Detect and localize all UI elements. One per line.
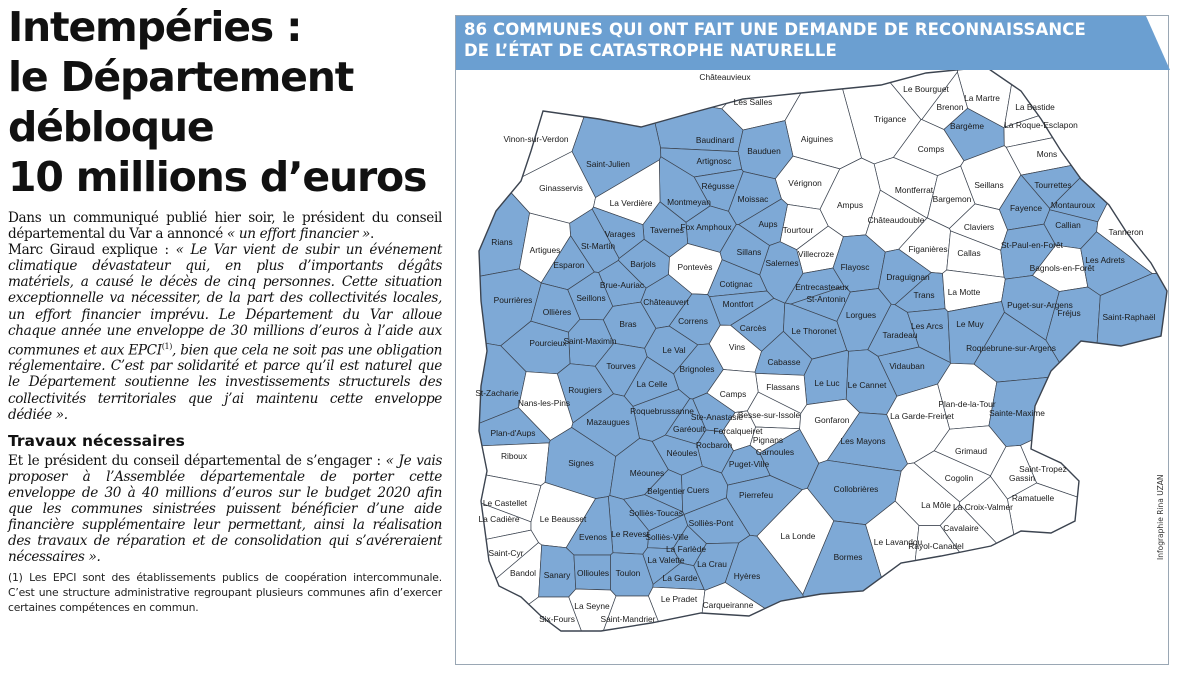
commune-label: Ginasservis: [539, 183, 583, 193]
commune-area: [1004, 61, 1170, 127]
commune-label: Trans: [913, 290, 935, 300]
commune-label: Carcès: [739, 323, 767, 333]
commune-label: Lorgues: [845, 310, 877, 320]
commune-label: Trigance: [873, 114, 907, 124]
commune-label: Le Val: [662, 345, 686, 355]
commune-label: Montauroux: [1050, 200, 1096, 210]
commune-label: Plan-d'Aups: [490, 428, 536, 438]
commune-label: Saint-Mandrier: [600, 614, 656, 624]
commune-label: Sainte-Maxime: [989, 408, 1045, 418]
commune-label: Ste-Anastasie: [690, 412, 744, 422]
commune-label: Saint-Tropez: [1019, 464, 1067, 474]
commune-label: Tavernes: [650, 225, 684, 235]
commune-label: Brenon: [936, 102, 964, 112]
commune-label: Tourves: [606, 361, 636, 371]
commune-label: St-Martin: [581, 241, 615, 251]
commune-label: Bandol: [509, 568, 537, 578]
headline-line: le Département: [8, 53, 354, 101]
commune-label: Entrecasteaux: [795, 282, 849, 292]
intro-end: .: [370, 226, 375, 243]
commune-area: [1007, 483, 1170, 641]
commune-label: Solliès-Pont: [688, 518, 734, 528]
commune-label: Rayol-Canadel: [908, 541, 964, 551]
commune-label: Châteauvieux: [699, 72, 751, 82]
commune-label: Châteauvert: [643, 297, 689, 307]
commune-label: Claviers: [963, 222, 995, 232]
commune-label: Bauduen: [747, 146, 781, 156]
infographic-credit: Infographie Rina UZAN: [1156, 474, 1165, 560]
commune-label: Le Cannet: [847, 380, 887, 390]
commune-label: Roquebrussanne: [630, 406, 694, 416]
commune-label: Ollières: [542, 307, 572, 317]
commune-label: Cabasse: [767, 357, 801, 367]
commune-label: Solliès-Toucas: [629, 508, 683, 518]
commune-label: La Garde-Freinet: [890, 411, 954, 421]
commune-label: La Verdière: [609, 198, 653, 208]
commune-label: La Londe: [780, 531, 816, 541]
commune-label: Saint-Cyr: [488, 548, 524, 558]
commune-label: Saint-Maximin: [563, 336, 617, 346]
commune-label: Montferrat: [894, 185, 934, 195]
commune-label: Gonfaron: [814, 415, 850, 425]
commune-label: La Seyne: [574, 601, 610, 611]
commune-label: Callian: [1055, 220, 1081, 230]
commune-label: Vidauban: [889, 361, 925, 371]
commune-label: Roquebrune-sur-Argens: [966, 343, 1056, 353]
quote-paragraph: [8, 242, 442, 423]
commune-label: Bras: [619, 319, 637, 329]
commune-label: Villecroze: [797, 249, 835, 259]
commune-label: Signes: [568, 458, 594, 468]
commune-label: Correns: [678, 316, 708, 326]
commune-label: Pourrières: [493, 295, 533, 305]
commune-label: Brignoles: [679, 364, 715, 374]
commune-label: Fréjus: [1057, 308, 1081, 318]
commune-label: Toulon: [615, 568, 641, 578]
commune-label: Figanières: [908, 244, 948, 254]
commune-label: Les Salles: [733, 97, 773, 107]
commune-label: Aups: [758, 219, 778, 229]
commune-label: Cavalaire: [943, 523, 979, 533]
commune-label: St-Paul-en-Forêt: [1001, 240, 1063, 250]
commune-label: Rians: [491, 237, 513, 247]
subheading: Travaux nécessaires: [8, 431, 185, 450]
commune-label: Hyères: [733, 571, 761, 581]
commune-label: Saint-Raphaël: [1102, 312, 1156, 322]
commune-label: Baudinard: [695, 135, 735, 145]
commune-label: Garéoult: [672, 424, 706, 434]
quote2-lead: Et le président du conseil départemental de s’engager :: [8, 452, 381, 469]
commune-label: Six-Fours: [539, 614, 575, 624]
quote1-lead: Marc Giraud explique :: [8, 242, 169, 259]
commune-label: Les Mayons: [840, 436, 886, 446]
intro-paragraph: [8, 210, 442, 242]
commune-label: La Motte: [947, 287, 981, 297]
map-title-line: DE L’ÉTAT DE CATASTROPHE NATURELLE: [464, 41, 837, 60]
commune-label: Gassin: [1008, 473, 1036, 483]
commune-label: Barjols: [630, 259, 656, 269]
commune-label: Mazaugues: [586, 417, 630, 427]
map-title-line: 86 COMMUNES QUI ONT FAIT UNE DEMANDE DE RECONNAISSANCE: [464, 20, 1086, 39]
commune-label: Esparon: [553, 260, 585, 270]
commune-label: La Roque-Esclapon: [1004, 120, 1078, 130]
map-infographic: [455, 15, 1169, 665]
commune-label: Bargème: [950, 121, 984, 131]
commune-label: Montfort: [722, 299, 754, 309]
quote2-text: « Je vais proposer à l’Assemblée départementale de porter cette enveloppe de 30 à 40 millions d’euros sur le budget 2020 afin que les communes sinistrées puissent bénéficier d’une aide financière supplémentaire leur permettant, ainsi la réalisation des travaux de réparation et de consolidation qui s’avéreraient nécessaires ».: [8, 452, 442, 566]
commune-label: Carqueiranne: [702, 600, 754, 610]
footnote-ref: (1): [161, 341, 173, 351]
commune-label: Tanneron: [1108, 227, 1144, 237]
commune-label: Le Thoronet: [791, 326, 837, 336]
commune-label: Grimaud: [954, 446, 988, 456]
commune-label: Collobrières: [833, 484, 879, 494]
commune-label: Bargemon: [932, 194, 972, 204]
commune-label: Carnoules: [755, 447, 795, 457]
article-body: [8, 210, 442, 423]
commune-label: Ampus: [836, 200, 864, 210]
commune-label: Bormes: [833, 552, 863, 562]
commune-label: La Garde: [662, 573, 698, 583]
commune-label: Pignans: [752, 435, 784, 445]
commune-label: Belgentier: [647, 486, 685, 496]
commune-label: Flayosc: [840, 262, 870, 272]
article: [8, 2, 442, 616]
commune-label: Nans-les-Pins: [517, 398, 571, 408]
commune-label: St-Zacharie: [475, 388, 519, 398]
commune-label: Varages: [604, 229, 636, 239]
intro-quote: « un effort financier »: [226, 226, 371, 243]
commune-label: Seillons: [576, 293, 606, 303]
article-body-2: [8, 453, 442, 566]
commune-label: Artignosc: [696, 156, 732, 166]
commune-label: St-Antonin: [806, 294, 846, 304]
commune-label: Rocbaron: [695, 440, 733, 450]
headline-line: Intempéries :: [8, 3, 302, 51]
headline-line: 10 millions d’euros: [8, 153, 427, 201]
commune-label: Fayence: [1009, 203, 1043, 213]
commune-label: Aiguines: [800, 134, 834, 144]
commune-label: Moissac: [737, 194, 769, 204]
intro-text: Dans un communiqué publié hier soir, le président du conseil départemental du Var a annoncé: [8, 210, 442, 243]
quote1-text: « Le Var vient de subir un événement climatique dévastateur qui, en plus d’importants dégâts matériels, a causé le décès de cinq personnes. Cette situation exceptionnelle va nécessiter, de la part des collectivités locales, un effort financier imprévu. Le Département du Var alloue chaque année une enveloppe de 30 millions d’euros à l’aide aux communes et aux EPCI: [8, 242, 442, 359]
commune-label: Ollioules: [576, 568, 610, 578]
commune-label: La Martre: [964, 93, 1000, 103]
commune-label: Pierrefeu: [739, 490, 773, 500]
commune-label: La Celle: [636, 379, 668, 389]
commune-label: Draguignan: [886, 272, 930, 282]
commune-label: Cogolin: [944, 473, 974, 483]
commune-label: Le Muy: [956, 319, 984, 329]
commune-label: Besse-sur-Issole: [737, 410, 801, 420]
commune-label: Artigues: [529, 245, 561, 255]
commune-label: Fox Amphoux: [680, 222, 732, 232]
headline: [8, 2, 442, 202]
commune-label: Plan-de-la-Tour: [938, 399, 996, 409]
commune-label: Puget-Ville: [728, 459, 770, 469]
footnote: (1) Les EPCI sont des établissements publics de coopération intercommunale. C’est une structure administrative regroupant plusieurs communes afin d’exercer certaines compétences en commun.: [8, 571, 442, 614]
commune-label: Flassans: [766, 382, 800, 392]
commune-label: Sanary: [543, 570, 571, 580]
commune-label: La Croix-Valmer: [953, 502, 1013, 512]
commune-label: Le Beausset: [539, 514, 587, 524]
commune-label: Le Luc: [814, 378, 840, 388]
commune-label: Ramatuelle: [1011, 493, 1055, 503]
commune-label: Taradeau: [882, 330, 918, 340]
commune-label: Mons: [1036, 149, 1058, 159]
commune-area: [785, 61, 862, 169]
commune-label: Châteaudouble: [867, 215, 925, 225]
commune-label: Sillans: [736, 247, 762, 257]
commune-label: La Crau: [697, 559, 727, 569]
quote2-paragraph: [8, 453, 442, 566]
commune-label: Pourcieux: [529, 338, 567, 348]
commune-label: Salernes: [765, 258, 799, 268]
commune-label: Les Adrets: [1085, 255, 1125, 265]
map-title: [464, 19, 1086, 61]
commune-label: Camps: [719, 389, 747, 399]
commune-label: Vérignon: [788, 178, 822, 188]
commune-label: Cotignac: [719, 279, 753, 289]
commune-label: Callas: [957, 248, 981, 258]
commune-label: Les Arcs: [910, 321, 944, 331]
commune-label: Régusse: [701, 181, 735, 191]
commune-label: Le Pradet: [660, 594, 698, 604]
commune-label: Tourtour: [782, 225, 814, 235]
commune-label: Néoules: [666, 448, 698, 458]
commune-label: La Farlède: [665, 544, 707, 554]
commune-label: Le Bourguet: [903, 84, 949, 94]
commune-label: Vinon-sur-Verdon: [503, 134, 569, 144]
commune-label: Brue-Auriac: [599, 280, 645, 290]
commune-label: Evenos: [579, 532, 607, 542]
commune-label: Vins: [728, 342, 746, 352]
var-department-map: [456, 16, 1170, 666]
commune-label: Puget-sur-Argens: [1007, 300, 1073, 310]
commune-label: Bagnols-en-Forêt: [1029, 263, 1095, 273]
commune-label: La Môle: [921, 500, 951, 510]
commune-label: Tourrettes: [1034, 180, 1072, 190]
commune-label: Le Lavandou: [873, 537, 923, 547]
commune-label: Cuers: [686, 485, 710, 495]
commune-label: La Valette: [647, 555, 685, 565]
commune-label: Comps: [917, 144, 945, 154]
commune-label: Rougiers: [568, 385, 602, 395]
quote1-end: , bien que cela ne soit pas une obligation réglementaire. C’est par solidarité et parce qu’il est naturel que le Département soutienne les investissements structurels des collectivités territoriales que j’ai maintenu cette enveloppe dédiée ».: [8, 342, 442, 423]
commune-label: Seillans: [974, 180, 1004, 190]
commune-label: Solliès-Ville: [645, 532, 689, 542]
commune-label: Pontevès: [677, 262, 713, 272]
commune-label: Le Revest: [611, 529, 649, 539]
commune-label: Saint-Julien: [586, 159, 630, 169]
commune-label: Forcalqueiret: [713, 426, 763, 436]
commune-label: Le Castellet: [482, 498, 528, 508]
commune-area: [1094, 273, 1170, 441]
commune-label: La Cadière: [478, 514, 520, 524]
commune-label: Méounes: [629, 468, 665, 478]
commune-label: Riboux: [500, 451, 528, 461]
headline-line: débloque: [8, 103, 214, 151]
commune-label: Montmeyan: [667, 197, 711, 207]
commune-label: La Bastide: [1015, 102, 1055, 112]
